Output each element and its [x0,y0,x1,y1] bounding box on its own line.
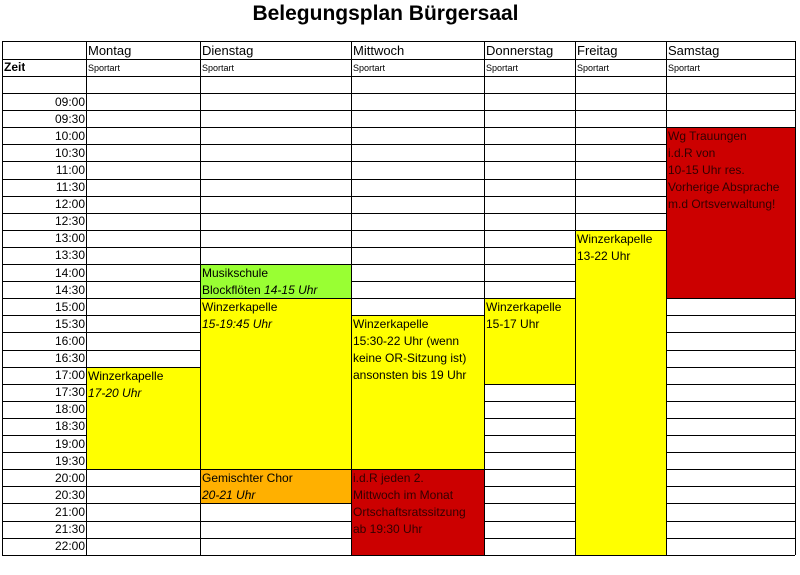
booking-block[interactable] [86,367,201,471]
time-label: 17:00 [54,368,85,383]
booking-text: Mittwoch im Monat [353,488,454,503]
time-column-header: Zeit [4,60,26,74]
booking-text: Musikschule [202,266,269,280]
time-label: 10:30 [54,145,85,160]
time-label: 11:00 [55,162,85,177]
time-label: 09:30 [54,111,85,126]
booking-text: 15-17 Uhr [486,317,540,332]
time-label: 19:30 [54,453,85,468]
time-label: 12:00 [54,197,85,212]
time-label: 21:00 [54,504,85,519]
booking-text: Blockflöten 14-15 Uhr [202,283,318,297]
time-label: 14:00 [54,265,85,280]
time-label: 20:30 [54,487,85,502]
booking-text: ab 19:30 Uhr [353,522,423,537]
sport-type-header: Sportart [486,63,519,73]
time-label: 22:00 [54,539,85,554]
day-header: Dienstag [202,43,254,58]
time-label: 13:30 [54,248,85,263]
time-label: 21:30 [54,522,85,536]
day-header: Montag [88,43,132,58]
sport-type-header: Sportart [353,63,386,73]
booking-text: Winzerkapelle [353,317,429,332]
booking-text: 15:30-22 Uhr (wenn [353,334,460,349]
booking-text: Wg Trauungen [668,129,747,144]
time-label: 13:00 [54,231,85,246]
sport-type-header: Sportart [577,63,610,73]
booking-time: 14-15 Uhr [264,283,318,297]
booking-text: i.d.R jeden 2. [353,471,424,486]
day-header: Samstag [668,43,720,58]
time-label: 14:30 [54,282,85,297]
booking-block[interactable] [351,469,485,556]
time-label: 12:30 [54,214,85,229]
time-label: 16:00 [54,333,85,348]
day-header: Donnerstag [486,43,554,58]
time-label: 11:30 [55,180,85,194]
booking-text: Winzerkapelle [577,231,653,246]
booking-text: 10-15 Uhr res. [668,163,745,178]
booking-text: ansonsten bis 19 Uhr [353,368,467,383]
booking-text: i.d.R von [668,146,716,161]
booking-text: Winzerkapelle [202,300,278,315]
time-label: 18:30 [54,419,85,434]
booking-block[interactable] [575,230,667,556]
booking-text: 17-20 Uhr [88,385,142,400]
sport-type-header: Sportart [668,63,701,73]
booking-text: keine OR-Sitzung ist) [353,351,467,366]
time-label: 09:00 [54,94,85,109]
booking-block[interactable] [200,264,352,299]
booking-text: Ortschaftsratssitzung [353,505,466,520]
time-label: 18:00 [54,402,85,417]
booking-block[interactable] [200,298,352,470]
booking-text: m.d Ortsverwaltung! [668,197,776,212]
time-label: 15:30 [54,316,85,331]
day-header: Mittwoch [353,43,405,58]
time-label: 16:30 [54,351,85,365]
booking-text: Winzerkapelle [486,300,562,315]
sport-type-header: Sportart [202,63,235,73]
booking-text: 13-22 Uhr [577,248,631,263]
time-label: 15:00 [54,299,85,314]
time-label: 17:30 [54,385,85,400]
booking-text: Winzerkapelle [88,368,164,383]
day-header: Freitag [577,43,618,58]
time-label: 10:00 [54,128,85,143]
booking-block[interactable] [200,469,352,504]
booking-block[interactable] [351,315,485,470]
time-label: 19:00 [54,436,85,451]
booking-block[interactable] [666,127,796,299]
time-label: 20:00 [54,470,85,485]
sport-type-header: Sportart [88,63,121,73]
booking-text: 15-19:45 Uhr [202,317,273,332]
booking-text: Gemischter Chor [202,471,293,486]
page-title: Belegungsplan Bürgersaal [252,2,519,25]
booking-text: Vorherige Absprache [668,180,780,195]
booking-block[interactable] [484,298,576,385]
booking-text: 20-21 Uhr [202,488,256,503]
